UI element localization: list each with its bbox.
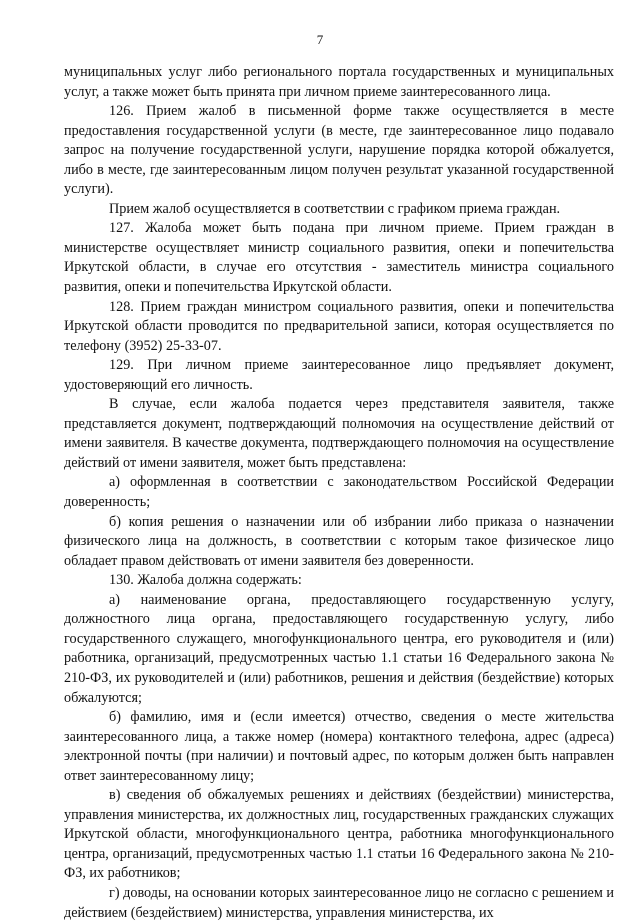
list-item-b-applicant-details: б) фамилию, имя и (если имеется) отчество, сведения о месте жительства заинтересованного лица, а также номер (номера) контактного телефона, адрес (адреса) электронной почты (при наличии) и почтовый адрес, по которым должен быть направлен ответ заинтересованному лицу;: [64, 709, 614, 784]
list-item-a-body-name: а) наименование органа, предоставляющего государственную услугу, должностного лица органа, предоставляющего государственную услугу, либо государственного служащего, многофункционального центра, его руководителя и (или) работника, организаций, предусмотренных частью 1.1 статьи 16 Федерального закона № 210-ФЗ, их руководителей и (или) работников, решения и действия (бездействие) которых обжалуются;: [64, 591, 614, 706]
list-item-a-power-of-attorney: а) оформленная в соответствии с законодательством Российской Федерации доверенность;: [64, 474, 614, 511]
paragraph-reception-schedule: Прием жалоб осуществляется в соответствии с графиком приема граждан.: [109, 200, 561, 217]
paragraph-representative: В случае, если жалоба подается через представителя заявителя, также представляется документ, подтверждающий полномочия на осуществление действий от имени заявителя. В качестве документа, подтверждающего полномочия на осуществление действий от имени заявителя, может быть представлена:: [64, 396, 614, 471]
paragraph-129: 129. При личном приеме заинтересованное лицо предъявляет документ, удостоверяющий его личность.: [64, 357, 614, 393]
paragraph-continuation: муниципальных услуг либо регионального портала государственных и муниципальных услуг, а также может быть принята при личном приеме заинтересованного лица.: [64, 64, 614, 100]
list-item-c-appealed-decisions: в) сведения об обжалуемых решениях и действиях (бездействии) министерства, управления министерства, их должностных лиц, государственных гражданских служащих Иркутской области, многофункционального центра, работника многофункционального центра, организаций, предусмотренных частью 1.1 статьи 16 Федерального закона № 210-ФЗ, их работников;: [64, 787, 614, 882]
paragraph-126: 126. Прием жалоб в письменной форме также осуществляется в месте предоставления государственной услуги (в месте, где заинтересованное лицо подавало запрос на получение государственной услуги, нарушение порядка которой обжалуется, либо в месте, где заинтересованным лицом получен результат указанной государственной услуги).: [64, 103, 614, 198]
document-body: [64, 63, 614, 923]
page-number: 7: [316, 32, 324, 47]
list-item-d-arguments: г) доводы, на основании которых заинтересованное лицо не согласно с решением и действием (бездействием) министерства, управления министерства, их: [64, 884, 614, 921]
list-item-b-appointment-decision: б) копия решения о назначении или об избрании либо приказа о назначении физического лица на должность, в соответствии с которым такое физическое лицо обладает правом действовать от имени заявителя без доверенности.: [64, 513, 614, 569]
paragraph-130: 130. Жалоба должна содержать:: [109, 572, 302, 589]
paragraph-127: 127. Жалоба может быть подана при личном приеме. Прием граждан в министерстве осуществляет министр социального развития, опеки и попечительства Иркутской области, в случае его отсутствия - заместитель министра социального развития, опеки и попечительства Иркутской области.: [64, 220, 614, 296]
paragraph-128: 128. Прием граждан министром социального развития, опеки и попечительства Иркутской области проводится по предварительной записи, которая осуществляется по телефону (3952) 25-33-07.: [64, 298, 614, 354]
